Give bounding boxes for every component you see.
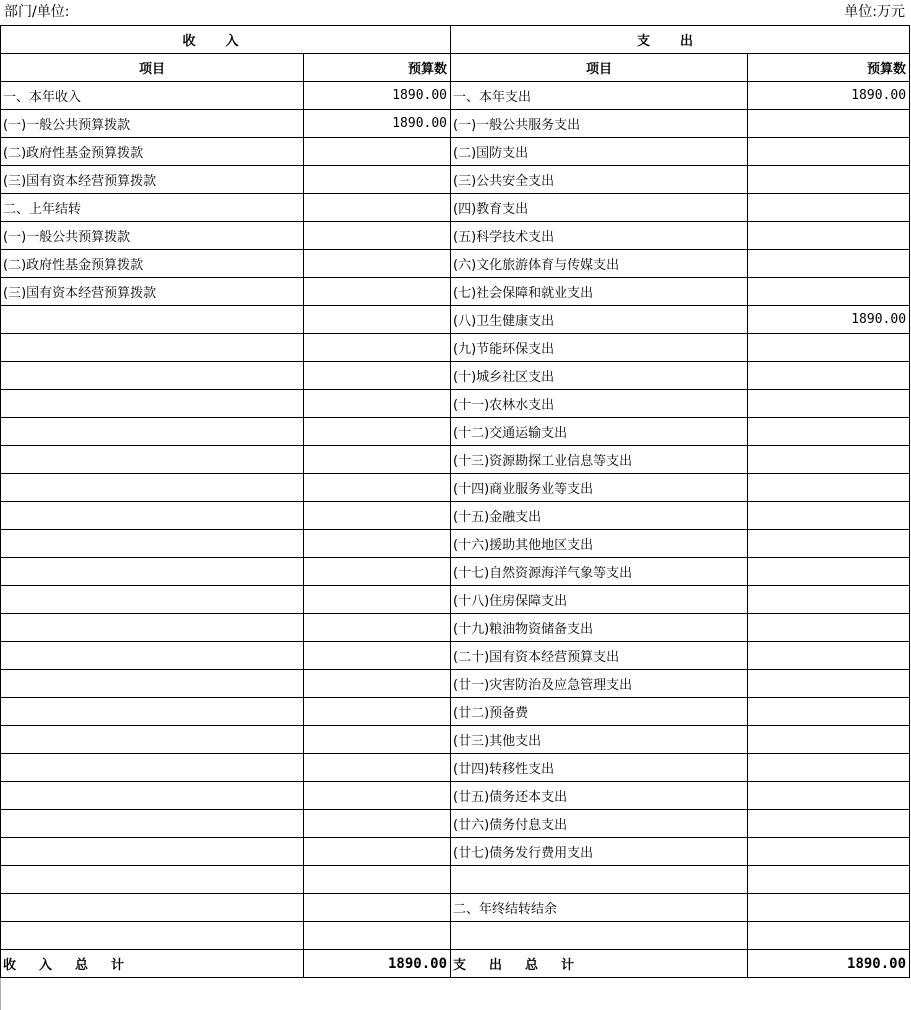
income-item-cell bbox=[1, 866, 304, 894]
table-row bbox=[1, 278, 910, 306]
expense-item-cell: (廿二)预备费 bbox=[451, 698, 748, 726]
expense-item-cell: (二)国防支出 bbox=[451, 138, 748, 166]
income-value-cell bbox=[304, 362, 451, 390]
income-value-cell bbox=[304, 390, 451, 418]
table-row bbox=[1, 810, 910, 838]
table-row bbox=[1, 390, 910, 418]
expense-value-cell bbox=[748, 726, 910, 754]
expense-item-cell: (十九)粮油物资储备支出 bbox=[451, 614, 748, 642]
income-value-cell bbox=[304, 194, 451, 222]
income-item-cell: (三)国有资本经营预算拨款 bbox=[1, 166, 304, 194]
report-header bbox=[0, 0, 911, 25]
expense-item-header: 项目 bbox=[451, 54, 748, 82]
income-value-cell bbox=[304, 306, 451, 334]
expense-value-cell bbox=[748, 250, 910, 278]
expense-item-cell: (廿五)债务还本支出 bbox=[451, 782, 748, 810]
expense-value-cell bbox=[748, 894, 910, 922]
income-item-cell bbox=[1, 558, 304, 586]
budget-table bbox=[0, 25, 910, 978]
income-value-cell bbox=[304, 726, 451, 754]
expense-item-cell: (二十)国有资本经营预算支出 bbox=[451, 642, 748, 670]
income-item-cell bbox=[1, 362, 304, 390]
expense-item-cell: (四)教育支出 bbox=[451, 194, 748, 222]
expense-value-cell bbox=[748, 698, 910, 726]
expense-value-cell bbox=[748, 922, 910, 950]
department-label: 部门/单位: bbox=[4, 4, 70, 20]
column-header-row bbox=[1, 54, 910, 82]
expense-value-cell bbox=[748, 530, 910, 558]
income-item-cell bbox=[1, 810, 304, 838]
income-value-cell bbox=[304, 418, 451, 446]
expense-value-cell bbox=[748, 782, 910, 810]
income-value-cell bbox=[304, 222, 451, 250]
expense-item-cell: (十三)资源勘探工业信息等支出 bbox=[451, 446, 748, 474]
table-row bbox=[1, 782, 910, 810]
income-item-cell: (一)一般公共预算拨款 bbox=[1, 222, 304, 250]
expense-budget-header: 预算数 bbox=[748, 54, 910, 82]
expense-value-cell: 1890.00 bbox=[748, 82, 910, 110]
expense-item-cell: (十八)住房保障支出 bbox=[451, 586, 748, 614]
table-row bbox=[1, 418, 910, 446]
expense-item-cell: (廿四)转移性支出 bbox=[451, 754, 748, 782]
expense-value-cell bbox=[748, 670, 910, 698]
table-row bbox=[1, 894, 910, 922]
table-row bbox=[1, 138, 910, 166]
income-item-cell bbox=[1, 502, 304, 530]
income-item-cell: 二、上年结转 bbox=[1, 194, 304, 222]
income-value-cell bbox=[304, 782, 451, 810]
table-row bbox=[1, 362, 910, 390]
expense-item-cell: 一、本年支出 bbox=[451, 82, 748, 110]
table-row bbox=[1, 726, 910, 754]
expense-total-label: 支出总计 bbox=[451, 950, 748, 978]
table-row bbox=[1, 698, 910, 726]
table-row bbox=[1, 474, 910, 502]
expense-item-cell: (十五)金融支出 bbox=[451, 502, 748, 530]
expense-item-cell: (十七)自然资源海洋气象等支出 bbox=[451, 558, 748, 586]
table-row bbox=[1, 82, 910, 110]
table-row bbox=[1, 446, 910, 474]
table-row bbox=[1, 838, 910, 866]
income-value-cell bbox=[304, 278, 451, 306]
expense-item-cell: (十六)援助其他地区支出 bbox=[451, 530, 748, 558]
table-row bbox=[1, 306, 910, 334]
table-row bbox=[1, 110, 910, 138]
expense-value-cell bbox=[748, 866, 910, 894]
income-item-cell bbox=[1, 306, 304, 334]
table-row bbox=[1, 334, 910, 362]
income-item-cell bbox=[1, 614, 304, 642]
expense-item-cell: (一)一般公共服务支出 bbox=[451, 110, 748, 138]
expense-value-cell bbox=[748, 474, 910, 502]
income-item-cell bbox=[1, 922, 304, 950]
income-item-cell: (二)政府性基金预算拨款 bbox=[1, 138, 304, 166]
expense-value-cell bbox=[748, 166, 910, 194]
table-row bbox=[1, 754, 910, 782]
expense-item-cell: (十二)交通运输支出 bbox=[451, 418, 748, 446]
income-value-cell bbox=[304, 138, 451, 166]
income-item-cell bbox=[1, 446, 304, 474]
table-row bbox=[1, 166, 910, 194]
expense-item-cell: (廿三)其他支出 bbox=[451, 726, 748, 754]
income-value-cell bbox=[304, 810, 451, 838]
table-row bbox=[1, 194, 910, 222]
income-item-header: 项目 bbox=[1, 54, 304, 82]
income-value-cell: 1890.00 bbox=[304, 82, 451, 110]
expense-value-cell bbox=[748, 138, 910, 166]
income-item-cell bbox=[1, 334, 304, 362]
table-row bbox=[1, 614, 910, 642]
table-row bbox=[1, 530, 910, 558]
income-value-cell bbox=[304, 614, 451, 642]
expense-item-cell bbox=[451, 866, 748, 894]
table-row bbox=[1, 586, 910, 614]
expense-value-cell bbox=[748, 502, 910, 530]
income-value-cell bbox=[304, 334, 451, 362]
sheet-edge bbox=[0, 978, 1, 1010]
income-value-cell bbox=[304, 698, 451, 726]
income-total-value: 1890.00 bbox=[304, 950, 451, 978]
income-item-cell bbox=[1, 754, 304, 782]
income-item-cell bbox=[1, 586, 304, 614]
income-item-cell bbox=[1, 838, 304, 866]
income-value-cell bbox=[304, 754, 451, 782]
expense-value-cell bbox=[748, 642, 910, 670]
income-item-cell: (三)国有资本经营预算拨款 bbox=[1, 278, 304, 306]
expense-value-cell bbox=[748, 586, 910, 614]
expense-value-cell bbox=[748, 418, 910, 446]
expense-value-cell bbox=[748, 194, 910, 222]
table-row bbox=[1, 922, 910, 950]
income-value-cell bbox=[304, 250, 451, 278]
table-row bbox=[1, 222, 910, 250]
expense-item-cell: (十)城乡社区支出 bbox=[451, 362, 748, 390]
table-row bbox=[1, 558, 910, 586]
table-row bbox=[1, 250, 910, 278]
income-value-cell bbox=[304, 446, 451, 474]
table-row bbox=[1, 642, 910, 670]
expense-value-cell bbox=[748, 390, 910, 418]
expense-value-cell bbox=[748, 222, 910, 250]
expense-item-cell: (九)节能环保支出 bbox=[451, 334, 748, 362]
table-row bbox=[1, 866, 910, 894]
expense-item-cell: (六)文化旅游体育与传媒支出 bbox=[451, 250, 748, 278]
expense-value-cell bbox=[748, 614, 910, 642]
expense-item-cell: (廿六)债务付息支出 bbox=[451, 810, 748, 838]
income-item-cell bbox=[1, 698, 304, 726]
expense-value-cell bbox=[748, 278, 910, 306]
income-item-cell bbox=[1, 782, 304, 810]
expense-value-cell bbox=[748, 446, 910, 474]
income-value-cell bbox=[304, 166, 451, 194]
income-item-cell bbox=[1, 530, 304, 558]
expense-item-cell: (廿七)债务发行费用支出 bbox=[451, 838, 748, 866]
income-item-cell: (二)政府性基金预算拨款 bbox=[1, 250, 304, 278]
income-value-cell bbox=[304, 670, 451, 698]
expense-section-title: 支出 bbox=[451, 26, 910, 54]
income-total-label: 收入总计 bbox=[1, 950, 304, 978]
expense-item-cell: (八)卫生健康支出 bbox=[451, 306, 748, 334]
table-row bbox=[1, 670, 910, 698]
income-item-cell bbox=[1, 642, 304, 670]
expense-value-cell bbox=[748, 810, 910, 838]
expense-value-cell bbox=[748, 754, 910, 782]
expense-item-cell: (十四)商业服务业等支出 bbox=[451, 474, 748, 502]
expense-value-cell bbox=[748, 362, 910, 390]
income-item-cell: (一)一般公共预算拨款 bbox=[1, 110, 304, 138]
expense-value-cell bbox=[748, 110, 910, 138]
income-value-cell bbox=[304, 502, 451, 530]
expense-item-cell: 二、年终结转结余 bbox=[451, 894, 748, 922]
expense-item-cell: (廿一)灾害防治及应急管理支出 bbox=[451, 670, 748, 698]
expense-value-cell bbox=[748, 334, 910, 362]
income-item-cell bbox=[1, 418, 304, 446]
expense-value-cell bbox=[748, 558, 910, 586]
income-item-cell bbox=[1, 670, 304, 698]
income-value-cell bbox=[304, 586, 451, 614]
income-value-cell bbox=[304, 866, 451, 894]
expense-value-cell: 1890.00 bbox=[748, 306, 910, 334]
expense-item-cell: (五)科学技术支出 bbox=[451, 222, 748, 250]
income-item-cell bbox=[1, 894, 304, 922]
income-item-cell bbox=[1, 474, 304, 502]
expense-item-cell: (七)社会保障和就业支出 bbox=[451, 278, 748, 306]
income-value-cell bbox=[304, 894, 451, 922]
income-value-cell bbox=[304, 558, 451, 586]
income-budget-header: 预算数 bbox=[304, 54, 451, 82]
expense-item-cell bbox=[451, 922, 748, 950]
expense-total-value: 1890.00 bbox=[748, 950, 910, 978]
income-value-cell bbox=[304, 922, 451, 950]
income-value-cell bbox=[304, 642, 451, 670]
income-section-title: 收入 bbox=[1, 26, 451, 54]
totals-row bbox=[1, 950, 910, 978]
table-row bbox=[1, 502, 910, 530]
income-value-cell: 1890.00 bbox=[304, 110, 451, 138]
expense-item-cell: (三)公共安全支出 bbox=[451, 166, 748, 194]
income-value-cell bbox=[304, 838, 451, 866]
unit-label: 单位:万元 bbox=[844, 4, 905, 20]
income-item-cell bbox=[1, 726, 304, 754]
income-item-cell bbox=[1, 390, 304, 418]
income-value-cell bbox=[304, 474, 451, 502]
income-value-cell bbox=[304, 530, 451, 558]
income-item-cell: 一、本年收入 bbox=[1, 82, 304, 110]
expense-item-cell: (十一)农林水支出 bbox=[451, 390, 748, 418]
section-header-row bbox=[1, 26, 910, 54]
expense-value-cell bbox=[748, 838, 910, 866]
